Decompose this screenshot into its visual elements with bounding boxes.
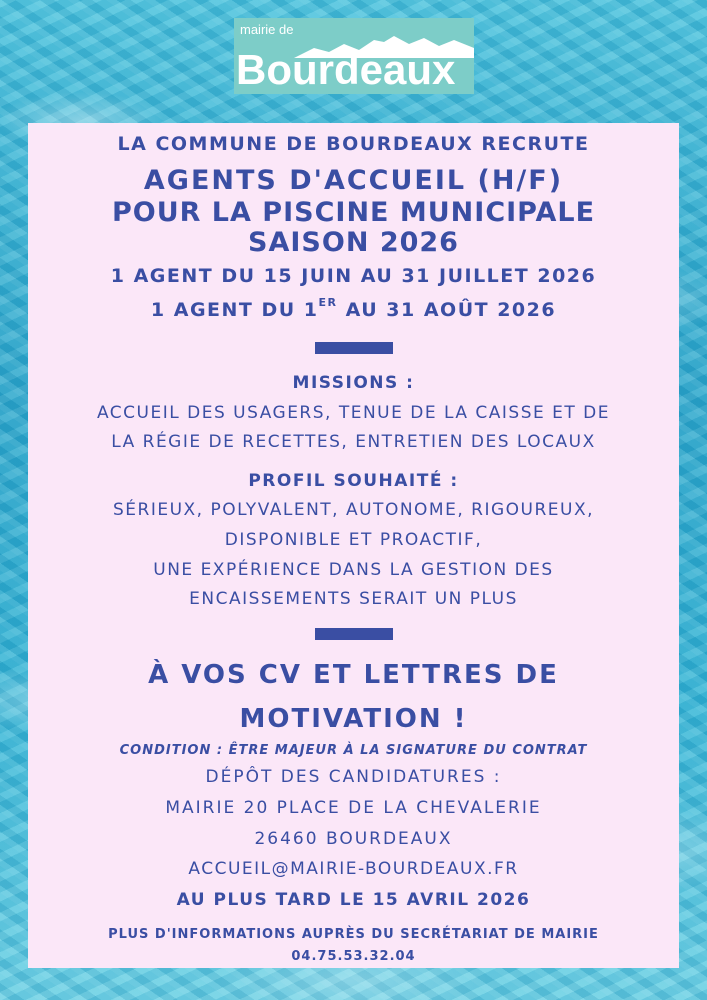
missions-text-2: LA RÉGIE DE RECETTES, ENTRETIEN DES LOCAUX xyxy=(111,432,596,452)
title-line-1: AGENTS D'ACCUEIL (H/F) xyxy=(143,165,564,196)
title-line-2: POUR LA PISCINE MUNICIPALE xyxy=(111,197,596,228)
logo-prefix: mairie de xyxy=(240,22,294,37)
profile-text-3: UNE EXPÉRIENCE DANS LA GESTION DES xyxy=(153,560,554,580)
period-2-end: AU 31 AOÛT 2026 xyxy=(337,299,557,321)
submission-heading: DÉPÔT DES CANDIDATURES : xyxy=(205,767,502,787)
logo-name: Bourdeaux xyxy=(236,46,456,93)
divider-bar xyxy=(315,342,393,354)
period-2 xyxy=(28,296,679,321)
more-info: PLUS D'INFORMATIONS AUPRÈS DU SECRÉTARIAT DE MAIRIE xyxy=(108,927,599,942)
address-line-1: MAIRIE 20 PLACE DE LA CHEVALERIE xyxy=(165,798,542,818)
profile-text-1: SÉRIEUX, POLYVALENT, AUTONOME, RIGOUREUX, xyxy=(112,500,595,520)
profile-heading: PROFIL SOUHAITÉ : xyxy=(248,471,459,491)
email-address: ACCUEIL@MAIRIE-BOURDEAUX.FR xyxy=(188,859,519,879)
missions-text-1: ACCUEIL DES USAGERS, TENUE DE LA CAISSE ET DE xyxy=(96,403,611,423)
period-2-start: 1 AGENT DU 1 xyxy=(150,299,319,321)
divider-bar xyxy=(315,628,393,640)
missions-heading: MISSIONS : xyxy=(292,373,415,393)
content-panel xyxy=(28,123,679,968)
profile-text-2: DISPONIBLE ET PROACTIF, xyxy=(224,530,483,550)
deadline: AU PLUS TARD LE 15 AVRIL 2026 xyxy=(176,890,531,910)
mairie-logo xyxy=(234,18,474,94)
recruiting-heading: LA COMMUNE DE BOURDEAUX RECRUTE xyxy=(117,133,590,155)
profile-text-4: ENCAISSEMENTS SERAIT UN PLUS xyxy=(189,589,518,609)
address-line-2: 26460 BOURDEAUX xyxy=(254,829,453,849)
period-1: 1 AGENT DU 15 JUIN AU 31 JUILLET 2026 xyxy=(110,265,597,287)
condition-note: CONDITION : ÊTRE MAJEUR À LA SIGNATURE DU CONTRAT xyxy=(119,743,588,758)
title-line-3: SAISON 2026 xyxy=(248,227,459,258)
call-to-action-2: MOTIVATION ! xyxy=(239,704,468,734)
call-to-action-1: À VOS CV ET LETTRES DE xyxy=(148,660,559,690)
period-2-superscript: ER xyxy=(318,296,338,309)
phone-number: 04.75.53.32.04 xyxy=(291,949,416,964)
